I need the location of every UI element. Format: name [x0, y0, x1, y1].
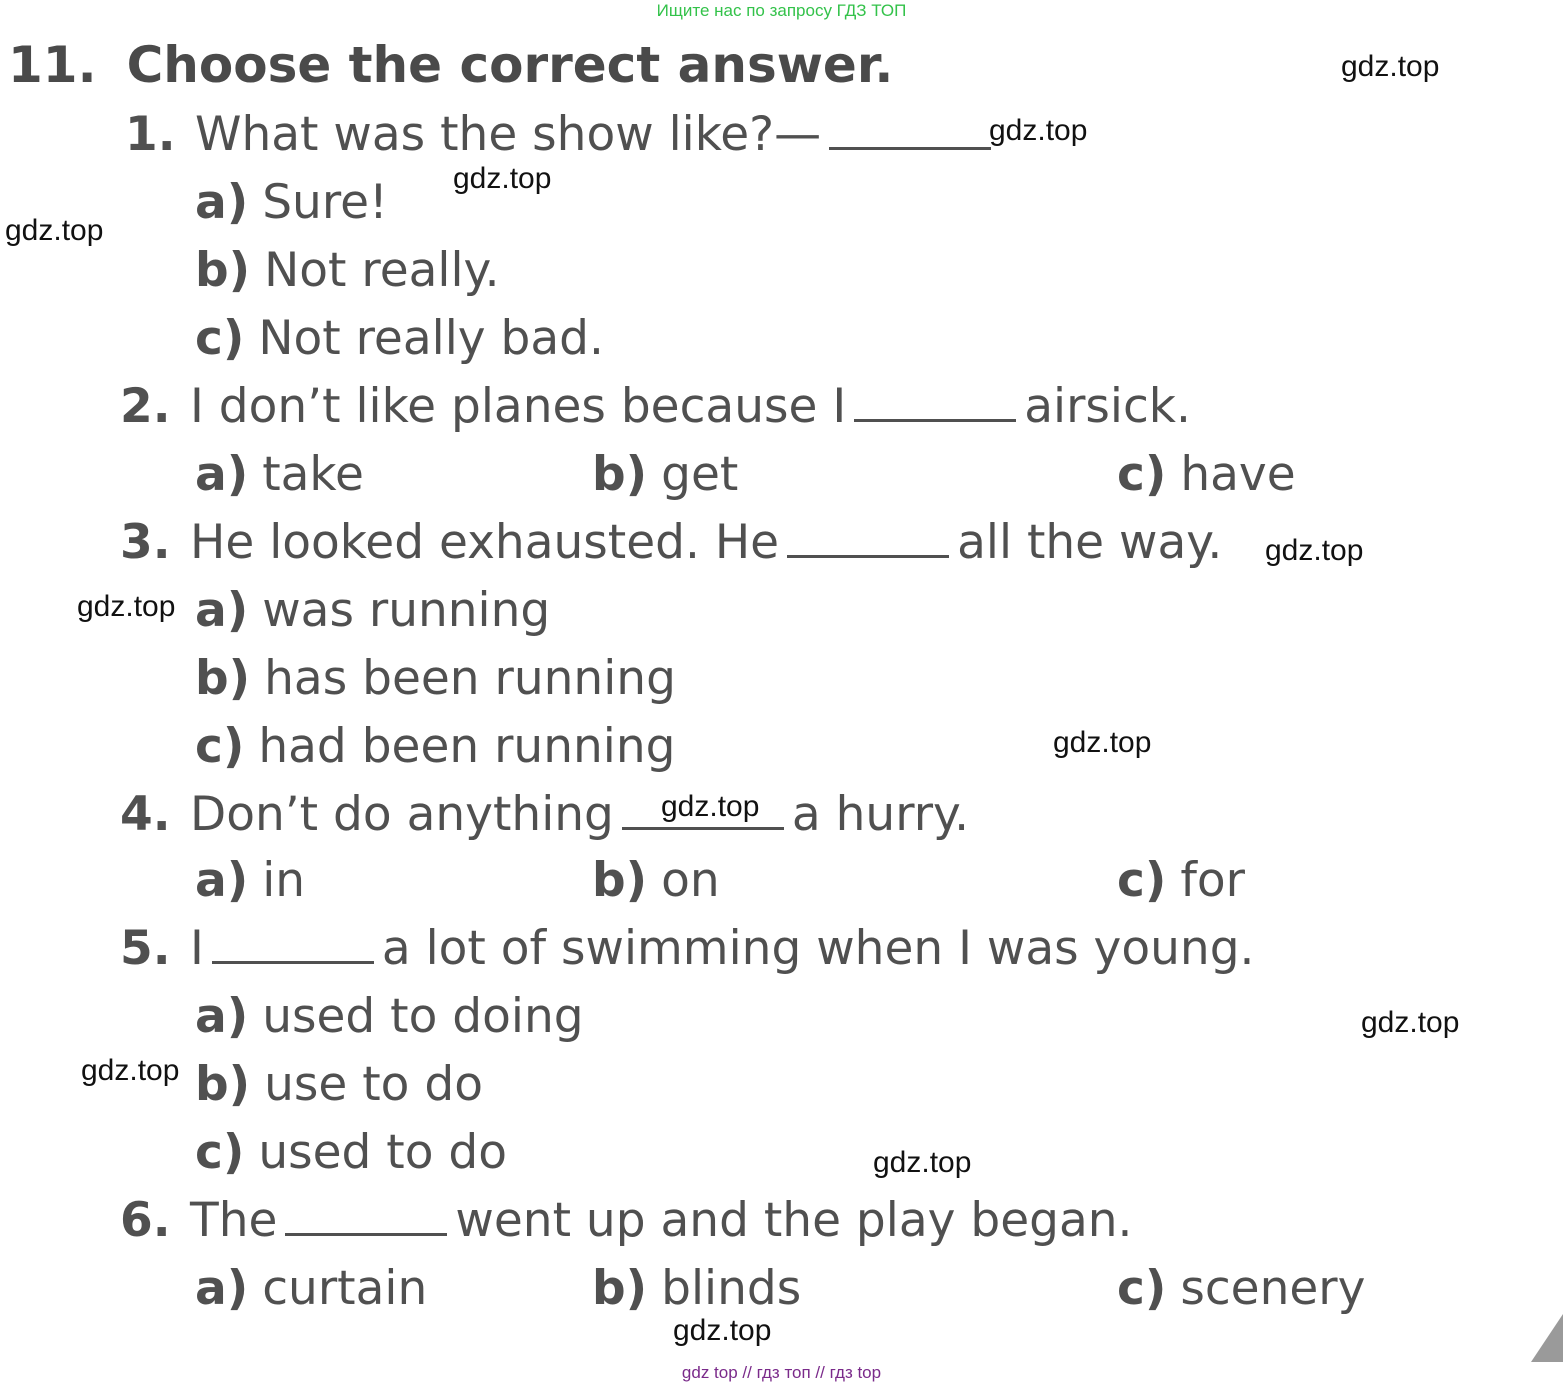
- option-text: Sure!: [262, 175, 388, 230]
- question-text-after: airsick.: [1024, 379, 1191, 434]
- question-text-before: He looked exhausted. He: [190, 515, 780, 570]
- option-2c: [1117, 444, 1296, 506]
- option-letter: a): [195, 853, 249, 908]
- option-5c: [195, 1122, 507, 1184]
- option-letter: c): [1117, 1261, 1167, 1316]
- question-4: [120, 784, 969, 846]
- watermark: gdz.top: [873, 1146, 972, 1179]
- option-6b: [592, 1258, 801, 1320]
- question-number: 3.: [120, 515, 171, 570]
- option-text: on: [661, 853, 720, 908]
- option-letter: b): [195, 651, 251, 706]
- watermark: gdz.top: [1265, 534, 1364, 567]
- option-letter: a): [195, 175, 249, 230]
- option-letter: a): [195, 447, 249, 502]
- watermark: gdz.top: [1053, 726, 1152, 759]
- question-6: [120, 1190, 1133, 1252]
- option-1a: [195, 172, 388, 234]
- question-text-after: a hurry.: [791, 787, 970, 842]
- option-letter: b): [195, 1057, 251, 1112]
- exercise-instruction: Choose the correct answer.: [126, 36, 894, 94]
- option-text: scenery: [1180, 1261, 1366, 1316]
- option-2b: [592, 444, 738, 506]
- footer-links: gdz top // гдз топ // гдз top: [681, 1363, 882, 1382]
- option-text: take: [262, 447, 364, 502]
- option-letter: b): [195, 243, 251, 298]
- top-banner: Ищите нас по запросу ГДЗ ТОП: [656, 1, 907, 20]
- answer-blank: [829, 109, 991, 150]
- question-text-before: I: [190, 921, 204, 976]
- option-5a: [195, 986, 584, 1048]
- question-text-before: Don’t do anything: [190, 787, 614, 842]
- option-6c: [1117, 1258, 1365, 1320]
- option-4b: [592, 850, 720, 912]
- option-text: Not really.: [264, 243, 500, 298]
- option-1b: [195, 240, 500, 302]
- question-text-before: I don’t like planes because I: [190, 379, 847, 434]
- option-3b: [195, 648, 676, 710]
- option-letter: c): [1117, 853, 1167, 908]
- watermark: gdz.top: [5, 214, 104, 247]
- option-text: blinds: [661, 1261, 802, 1316]
- question-number: 4.: [120, 787, 171, 842]
- option-1c: [195, 308, 604, 370]
- option-letter: c): [195, 311, 245, 366]
- answer-blank: [787, 517, 949, 558]
- watermark: gdz.top: [989, 114, 1088, 147]
- option-text: had been running: [258, 719, 676, 774]
- option-letter: c): [1117, 447, 1167, 502]
- answer-blank: [854, 381, 1016, 422]
- question-number: 1.: [125, 107, 176, 162]
- option-5b: [195, 1054, 483, 1116]
- option-letter: c): [195, 1125, 245, 1180]
- option-letter: a): [195, 989, 249, 1044]
- watermark: gdz.top: [1341, 50, 1440, 83]
- watermark: gdz.top: [81, 1054, 180, 1087]
- question-text-after: a lot of swimming when I was young.: [381, 921, 1255, 976]
- option-letter: a): [195, 583, 249, 638]
- question-3: [120, 512, 1222, 574]
- answer-blank: [285, 1195, 447, 1236]
- watermark: gdz.top: [673, 1314, 772, 1347]
- option-letter: b): [592, 853, 648, 908]
- option-text: was running: [262, 583, 551, 638]
- option-text: get: [661, 447, 739, 502]
- option-text: curtain: [262, 1261, 428, 1316]
- option-3a: [195, 580, 550, 642]
- watermark: gdz.top: [453, 162, 552, 195]
- question-number: 5.: [120, 921, 171, 976]
- option-letter: a): [195, 1261, 249, 1316]
- option-text: Not really bad.: [258, 311, 604, 366]
- option-4a: [195, 850, 305, 912]
- answer-blank: [212, 923, 374, 964]
- question-2: [120, 376, 1191, 438]
- question-number: 6.: [120, 1193, 171, 1248]
- option-text: use to do: [264, 1057, 483, 1112]
- option-text: have: [1180, 447, 1296, 502]
- option-6a: [195, 1258, 427, 1320]
- question-number: 2.: [120, 379, 171, 434]
- corner-triangle-icon: [1531, 1314, 1563, 1362]
- option-letter: b): [592, 447, 648, 502]
- option-3c: [195, 716, 675, 778]
- question-text-after: went up and the play began.: [455, 1193, 1133, 1248]
- option-text: used to doing: [262, 989, 584, 1044]
- watermark: gdz.top: [77, 590, 176, 623]
- option-text: has been running: [264, 651, 676, 706]
- exercise-title: [8, 32, 893, 98]
- option-2a: [195, 444, 364, 506]
- question-text-after: all the way.: [957, 515, 1223, 570]
- exercise-number: 11.: [8, 36, 97, 94]
- option-text: in: [262, 853, 306, 908]
- question-text: What was the show like?—: [195, 107, 822, 162]
- option-letter: c): [195, 719, 245, 774]
- option-letter: b): [592, 1261, 648, 1316]
- question-1: [125, 104, 999, 166]
- option-text: used to do: [258, 1125, 508, 1180]
- option-4c: [1117, 850, 1245, 912]
- question-5: [120, 918, 1254, 980]
- option-text: for: [1180, 853, 1245, 908]
- watermark: gdz.top: [1361, 1006, 1460, 1039]
- question-text-before: The: [190, 1193, 278, 1248]
- watermark: gdz.top: [661, 790, 760, 823]
